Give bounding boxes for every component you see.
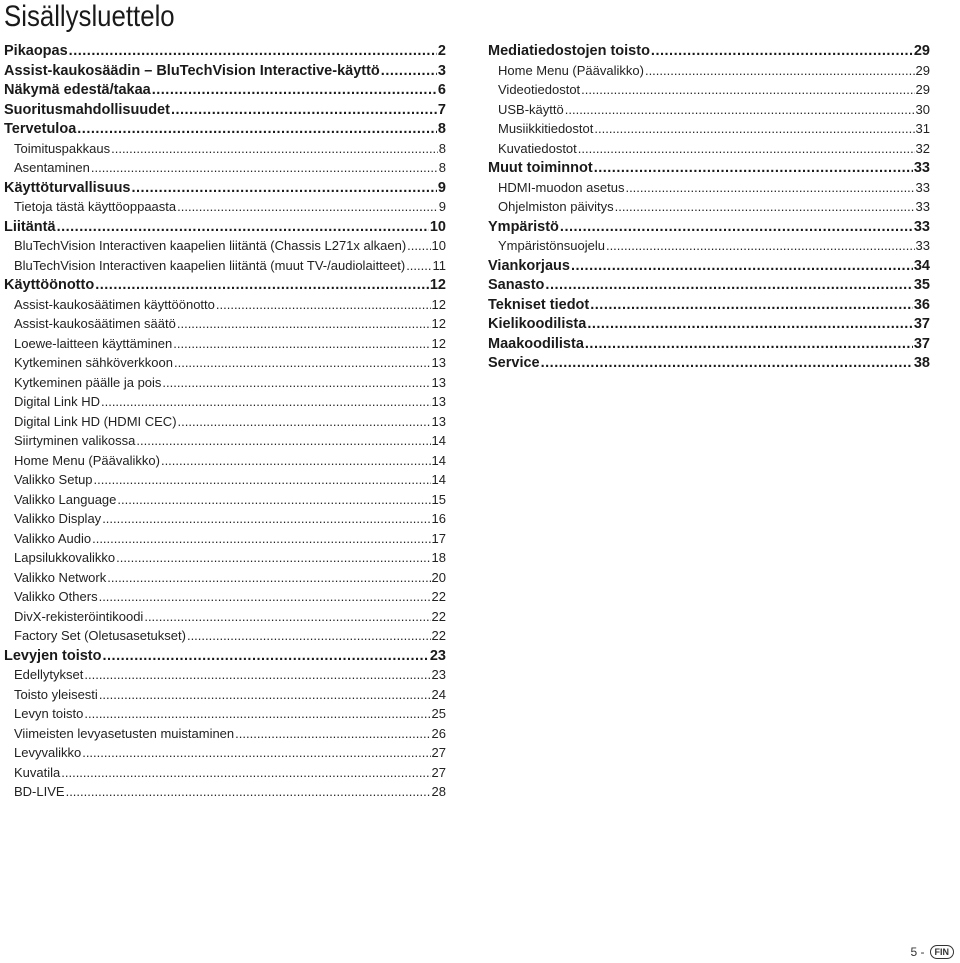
toc-section-entry[interactable]	[488, 219, 930, 239]
toc-entry-title: Toimituspakkaus	[14, 140, 111, 156]
toc-dot-leader	[61, 765, 430, 780]
toc-section-entry[interactable]	[488, 277, 930, 297]
toc-page-number: 8	[438, 140, 446, 156]
toc-subentry[interactable]	[4, 297, 446, 317]
toc-dot-leader	[102, 511, 430, 526]
toc-entry-title: Valikko Network	[14, 569, 107, 585]
toc-dot-leader	[69, 43, 437, 59]
toc-entry-title: Home Menu (Päävalikko)	[14, 452, 160, 468]
toc-page-number: 29	[915, 82, 930, 97]
toc-entry-title: Lapsilukkovalikko	[14, 550, 116, 565]
toc-page-number: 8	[437, 121, 446, 137]
toc-entry-title: Loewe-laitteen käyttäminen	[14, 335, 173, 351]
toc-entry-title: Viankorjaus	[488, 257, 570, 274]
toc-dot-leader	[92, 531, 430, 546]
toc-dot-leader	[144, 609, 430, 624]
toc-entry-title: BD-LIVE	[14, 784, 65, 799]
toc-subentry[interactable]	[4, 511, 446, 531]
toc-dot-leader	[581, 82, 914, 97]
toc-subentry[interactable]	[4, 414, 446, 434]
toc-dot-leader	[177, 316, 431, 331]
toc-dot-leader	[651, 43, 913, 59]
toc-page-number: 22	[431, 589, 446, 604]
toc-section-entry[interactable]	[488, 258, 930, 278]
toc-page-number: 20	[431, 569, 446, 585]
toc-page-number: 14	[431, 452, 446, 468]
toc-dot-leader	[117, 492, 430, 507]
toc-entry-title: Digital Link HD	[14, 394, 100, 409]
toc-dot-leader	[136, 433, 430, 448]
toc-dot-leader	[171, 102, 437, 118]
toc-section-entry[interactable]	[488, 297, 930, 317]
toc-dot-leader	[162, 375, 430, 390]
toc-entry-title: Valikko Setup	[14, 472, 93, 487]
toc-subentry[interactable]	[488, 141, 930, 161]
toc-page-number: 7	[437, 101, 446, 118]
toc-dot-leader	[57, 219, 429, 235]
toc-entry-title: Digital Link HD (HDMI CEC)	[14, 413, 177, 429]
toc-dot-leader	[82, 745, 430, 760]
toc-page-number: 38	[913, 355, 930, 371]
toc-right-column	[488, 43, 930, 375]
toc-page-number: 24	[431, 686, 446, 702]
toc-page-number: 2	[437, 43, 446, 59]
toc-entry-title: Valikko Audio	[14, 530, 92, 546]
toc-entry-title: Viimeisten levyasetusten muistaminen	[14, 725, 235, 741]
toc-entry-title: Ympäristönsuojelu	[498, 238, 605, 253]
toc-page-number: 33	[915, 179, 930, 195]
toc-subentry[interactable]	[488, 199, 930, 219]
toc-dot-leader	[103, 648, 429, 664]
toc-entry-title: Kielikoodilista	[488, 316, 587, 332]
toc-entry-title: Assist-kaukosäätimen säätö	[14, 316, 176, 331]
toc-page-number: 12	[429, 277, 446, 293]
toc-section-entry[interactable]	[4, 121, 446, 141]
toc-entry-title: Valikko Language	[14, 491, 117, 507]
toc-dot-leader	[99, 687, 431, 702]
toc-page-number: 33	[913, 160, 930, 176]
toc-dot-leader	[625, 180, 914, 195]
toc-section-entry[interactable]	[4, 102, 446, 122]
toc-entry-title: Siirtyminen valikossa	[14, 433, 136, 448]
toc-entry-title: Tekniset tiedot	[488, 296, 590, 313]
toc-entry-title: Levyvalikko	[14, 745, 82, 760]
toc-dot-leader	[84, 706, 430, 721]
toc-dot-leader	[178, 414, 431, 429]
toc-entry-title: Muut toiminnot	[488, 160, 593, 176]
toc-page-number: 23	[431, 667, 446, 682]
toc-page-number: 10	[429, 218, 446, 235]
toc-dot-leader	[615, 199, 915, 214]
toc-entry-title: Valikko Others	[14, 589, 98, 604]
toc-dot-leader	[107, 570, 430, 585]
toc-section-entry[interactable]	[488, 336, 930, 356]
toc-subentry[interactable]	[488, 82, 930, 102]
toc-page-number: 28	[431, 784, 446, 799]
toc-dot-leader	[594, 160, 913, 176]
toc-entry-title: USB-käyttö	[498, 101, 564, 117]
toc-page-number: 13	[431, 374, 446, 390]
toc-entry-title: Levyjen toisto	[4, 647, 102, 664]
toc-dot-leader	[116, 550, 430, 565]
toc-entry-title: Maakoodilista	[488, 335, 584, 352]
toc-page-number: 26	[431, 725, 446, 741]
toc-entry-title: Mediatiedostojen toisto	[488, 43, 650, 59]
page-number: 5 -	[910, 945, 925, 959]
toc-section-entry[interactable]	[488, 355, 930, 375]
toc-entry-title: Käyttöturvallisuus	[4, 179, 131, 196]
toc-subentry[interactable]	[4, 160, 446, 180]
toc-entry-title: DivX-rekisteröintikoodi	[14, 608, 144, 624]
toc-page-number: 35	[913, 277, 930, 293]
toc-subentry[interactable]	[4, 394, 446, 414]
toc-subentry[interactable]	[488, 238, 930, 258]
toc-page-number: 33	[913, 218, 930, 235]
toc-dot-leader	[77, 121, 437, 137]
toc-page-number: 22	[431, 608, 446, 624]
toc-subentry[interactable]	[4, 687, 446, 707]
toc-dot-leader	[95, 277, 429, 293]
toc-page-number: 22	[431, 628, 446, 643]
toc-dot-leader	[66, 784, 431, 799]
toc-subentry[interactable]	[4, 453, 446, 473]
toc-dot-leader	[91, 160, 438, 175]
toc-dot-leader	[606, 238, 915, 253]
toc-page-number: 13	[431, 413, 446, 429]
toc-dot-leader	[216, 297, 431, 312]
toc-dot-leader	[594, 121, 914, 136]
toc-subentry[interactable]	[488, 63, 930, 83]
toc-dot-leader	[407, 238, 430, 253]
toc-entry-title: Tervetuloa	[4, 121, 77, 137]
toc-subentry[interactable]	[4, 199, 446, 219]
toc-entry-title: Kuvatila	[14, 764, 61, 780]
toc-entry-title: BluTechVision Interactiven kaapelien liitäntä (Chassis L271x alkaen)	[14, 238, 407, 253]
toc-page-number: 13	[431, 394, 446, 409]
toc-section-entry[interactable]	[4, 648, 446, 668]
toc-dot-leader	[406, 258, 431, 273]
page-title: Sisällysluettelo	[4, 0, 175, 33]
toc-dot-leader	[381, 63, 437, 79]
toc-subentry[interactable]	[4, 433, 446, 453]
toc-page-number: 17	[431, 530, 446, 546]
toc-subentry[interactable]	[4, 141, 446, 161]
toc-subentry[interactable]	[4, 609, 446, 629]
toc-dot-leader	[187, 628, 431, 643]
toc-section-entry[interactable]	[4, 277, 446, 297]
toc-page-number: 27	[431, 745, 446, 760]
toc-page-number: 10	[431, 238, 446, 253]
language-badge: FIN	[930, 945, 955, 959]
toc-subentry[interactable]	[4, 336, 446, 356]
toc-subentry[interactable]	[4, 258, 446, 278]
toc-dot-leader	[565, 102, 915, 117]
toc-page-number: 33	[915, 199, 930, 214]
toc-section-entry[interactable]	[488, 316, 930, 336]
toc-page-number: 37	[913, 335, 930, 352]
toc-section-entry[interactable]	[488, 160, 930, 180]
toc-dot-leader	[585, 336, 913, 352]
toc-entry-title: Tietoja tästä käyttöoppaasta	[14, 199, 177, 214]
toc-subentry[interactable]	[4, 706, 446, 726]
toc-page-number: 13	[431, 355, 446, 370]
toc-dot-leader	[99, 589, 431, 604]
toc-page-number: 32	[915, 140, 930, 156]
toc-subentry[interactable]	[4, 375, 446, 395]
toc-entry-title: Liitäntä	[4, 218, 56, 235]
toc-entry-title: Suoritusmahdollisuudet	[4, 101, 170, 118]
toc-section-entry[interactable]	[488, 43, 930, 63]
toc-dot-leader	[545, 277, 912, 293]
toc-page-number: 14	[431, 433, 446, 448]
toc-entry-title: Ohjelmiston päivitys	[498, 199, 614, 214]
toc-entry-title: Näkymä edestä/takaa	[4, 82, 151, 98]
toc-page-number: 15	[431, 491, 446, 507]
toc-page-number: 16	[431, 511, 446, 526]
toc-entry-title: Asentaminen	[14, 160, 90, 175]
toc-subentry[interactable]	[4, 628, 446, 648]
toc-subentry[interactable]	[488, 102, 930, 122]
toc-entry-title: BluTechVision Interactiven kaapelien liitäntä (muut TV-/audiolaitteet)	[14, 257, 406, 273]
toc-subentry[interactable]	[4, 238, 446, 258]
toc-subentry[interactable]	[4, 745, 446, 765]
toc-dot-leader	[84, 667, 430, 682]
toc-section-entry[interactable]	[4, 180, 446, 200]
toc-entry-title: Sanasto	[488, 277, 545, 293]
toc-entry-title: Service	[488, 355, 540, 371]
toc-entry-title: Videotiedostot	[498, 82, 581, 97]
toc-dot-leader	[174, 355, 431, 370]
toc-page-number: 37	[913, 316, 930, 332]
toc-entry-title: Toisto yleisesti	[14, 686, 98, 702]
toc-page-number: 29	[915, 62, 930, 78]
page-footer	[910, 945, 954, 959]
toc-page-number: 11	[432, 257, 446, 273]
toc-dot-leader	[590, 297, 913, 313]
toc-page-number: 30	[915, 101, 930, 117]
toc-page-number: 3	[437, 62, 446, 79]
toc-page-number: 6	[437, 82, 446, 98]
toc-subentry[interactable]	[4, 667, 446, 687]
toc-entry-title: Ympäristö	[488, 218, 559, 235]
toc-entry-title: Kuvatiedostot	[498, 140, 577, 156]
toc-subentry[interactable]	[4, 550, 446, 570]
toc-dot-leader	[161, 453, 431, 468]
toc-dot-leader	[173, 336, 430, 351]
toc-page-number: 34	[913, 257, 930, 274]
toc-subentry[interactable]	[4, 472, 446, 492]
toc-page-number: 9	[437, 179, 446, 196]
toc-dot-leader	[587, 316, 913, 332]
toc-section-entry[interactable]	[4, 219, 446, 239]
toc-subentry[interactable]	[4, 316, 446, 336]
toc-entry-title: Musiikkitiedostot	[498, 121, 594, 136]
toc-dot-leader	[94, 472, 431, 487]
toc-subentry[interactable]	[4, 765, 446, 785]
toc-entry-title: Kytkeminen päälle ja pois	[14, 374, 162, 390]
toc-section-entry[interactable]	[4, 43, 446, 63]
toc-subentry[interactable]	[488, 180, 930, 200]
toc-dot-leader	[152, 82, 437, 98]
toc-subentry[interactable]	[488, 121, 930, 141]
toc-page-number: 12	[431, 335, 446, 351]
toc-subentry[interactable]	[4, 570, 446, 590]
toc-section-entry[interactable]	[4, 63, 446, 83]
toc-entry-title: Home Menu (Päävalikko)	[498, 62, 644, 78]
toc-entry-title: Factory Set (Oletusasetukset)	[14, 628, 186, 643]
toc-entry-title: Assist-kaukosäädin – BluTechVision Interactive-käyttö	[4, 62, 380, 79]
toc-dot-leader	[235, 726, 430, 741]
toc-entry-title: Pikaopas	[4, 43, 68, 59]
toc-subentry[interactable]	[4, 784, 446, 804]
toc-entry-title: HDMI-muodon asetus	[498, 179, 625, 195]
toc-page-number: 27	[431, 764, 446, 780]
toc-page-number: 25	[431, 706, 446, 721]
toc-subentry[interactable]	[4, 589, 446, 609]
toc-dot-leader	[132, 180, 437, 196]
toc-dot-leader	[571, 258, 913, 274]
toc-entry-title: Valikko Display	[14, 511, 102, 526]
toc-dot-leader	[645, 63, 915, 78]
toc-section-entry[interactable]	[4, 82, 446, 102]
toc-page-number: 12	[431, 316, 446, 331]
toc-page-number: 23	[429, 647, 446, 664]
toc-page-number: 33	[915, 238, 930, 253]
toc-entry-title: Kytkeminen sähköverkkoon	[14, 355, 173, 370]
toc-left-column	[4, 43, 446, 804]
toc-page-number: 9	[438, 199, 446, 214]
toc-subentry[interactable]	[4, 531, 446, 551]
toc-dot-leader	[177, 199, 438, 214]
toc-page-number: 29	[913, 43, 930, 59]
toc-page-number: 12	[431, 296, 446, 312]
toc-page-number: 8	[438, 160, 446, 175]
toc-page-number: 18	[431, 550, 446, 565]
toc-entry-title: Assist-kaukosäätimen käyttöönotto	[14, 296, 215, 312]
toc-entry-title: Edellytykset	[14, 667, 84, 682]
toc-page-number: 31	[915, 121, 930, 136]
toc-dot-leader	[578, 141, 915, 156]
toc-page-number: 36	[913, 296, 930, 313]
toc-dot-leader	[101, 394, 431, 409]
toc-dot-leader	[560, 219, 913, 235]
toc-subentry[interactable]	[4, 492, 446, 512]
toc-dot-leader	[541, 355, 913, 371]
toc-subentry[interactable]	[4, 355, 446, 375]
toc-page-number: 14	[431, 472, 446, 487]
toc-entry-title: Käyttöönotto	[4, 277, 95, 293]
toc-entry-title: Levyn toisto	[14, 706, 84, 721]
toc-subentry[interactable]	[4, 726, 446, 746]
toc-dot-leader	[111, 141, 438, 156]
